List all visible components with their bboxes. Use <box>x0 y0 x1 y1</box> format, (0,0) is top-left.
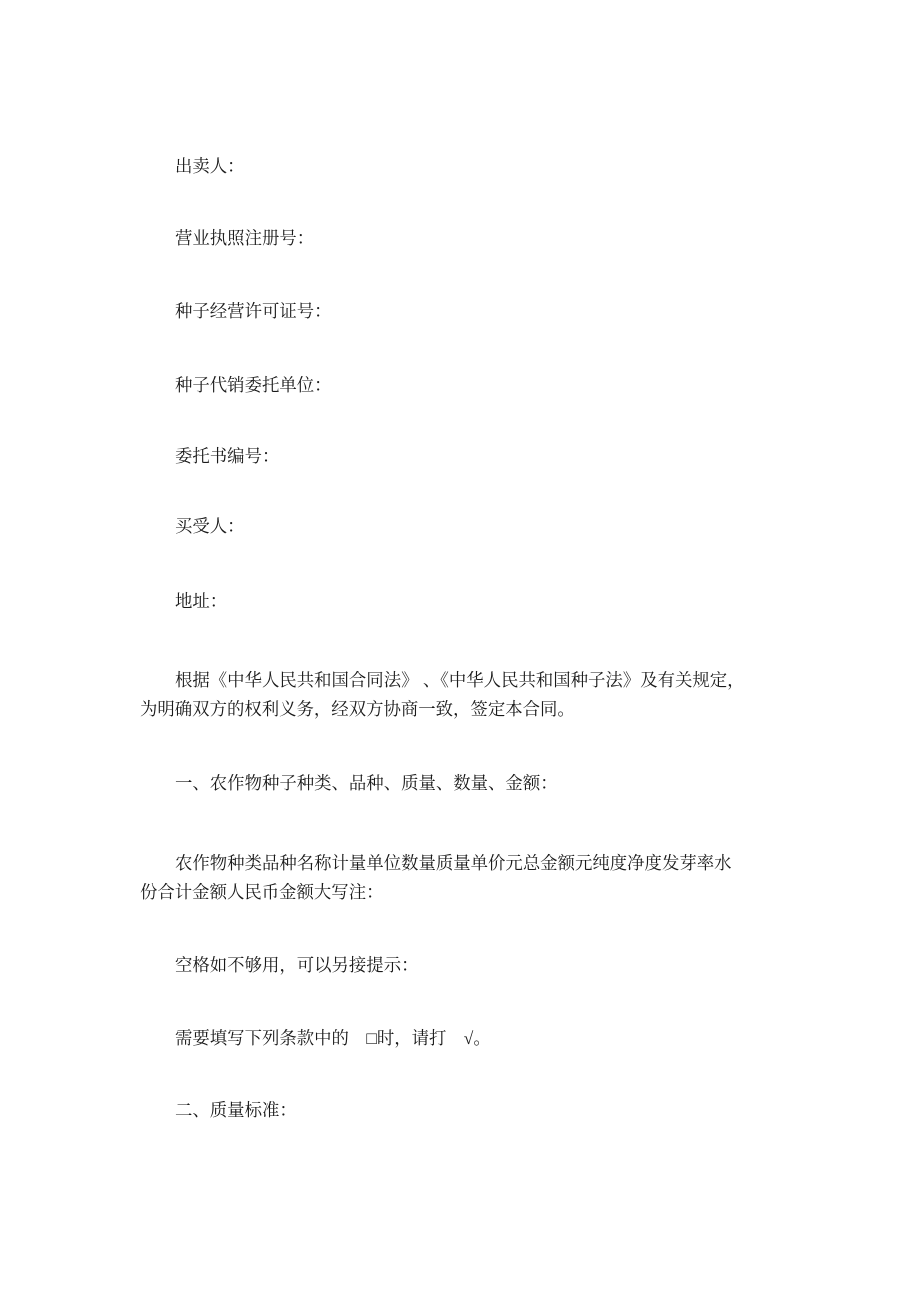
field-business-license-number <box>140 224 790 253</box>
intro-paragraph-line-2: 为明确双方的权利义务，经双方协商一致，签定本合同。 <box>140 699 575 719</box>
section-two-heading-text: 二、质量标准： <box>175 1100 297 1120</box>
field-seed-operation-license-number-label: 种子经营许可证号： <box>175 301 332 321</box>
field-seller <box>140 152 790 181</box>
field-buyer <box>140 512 790 541</box>
field-seed-operation-license-number <box>140 297 790 326</box>
checkbox-note <box>140 1024 825 1053</box>
field-consignment-entrusting-unit-label: 种子代销委托单位： <box>175 375 332 395</box>
table-summary-paragraph <box>140 849 790 907</box>
check-mark-icon: √ <box>463 1028 474 1048</box>
field-authorization-letter-number <box>140 442 790 471</box>
field-seller-label: 出卖人： <box>175 156 245 176</box>
space-note-text: 空格如不够用，可以另接提示： <box>175 955 419 975</box>
checkbox-note-before: 需要填写下列条款中的 <box>175 1028 367 1048</box>
space-note <box>140 951 790 980</box>
checkbox-note-after: 。 <box>473 1028 491 1048</box>
intro-paragraph <box>140 666 790 724</box>
checkbox-icon: □ <box>366 1028 377 1048</box>
section-one-heading <box>140 769 790 798</box>
field-address <box>140 587 790 616</box>
intro-paragraph-line-1: 根据《中华人民共和国合同法》 、《中华人民共和国种子法》及有关规定， <box>175 670 745 690</box>
field-authorization-letter-number-label: 委托书编号： <box>175 446 280 466</box>
checkbox-note-between: 时，请打 <box>376 1028 464 1048</box>
section-one-heading-text: 一、农作物种子种类、品种、质量、数量、金额： <box>175 773 558 793</box>
section-two-heading <box>140 1096 790 1125</box>
field-address-label: 地址： <box>175 591 228 611</box>
table-summary-line-2: 份合计金额人民币金额大写注： <box>140 882 384 902</box>
field-buyer-label: 买受人： <box>175 516 245 536</box>
field-business-license-number-label: 营业执照注册号： <box>175 228 315 248</box>
field-consignment-entrusting-unit <box>140 371 790 400</box>
table-summary-line-1: 农作物种类品种名称计量单位数量质量单价元总金额元纯度净度发芽率水 <box>175 853 732 873</box>
